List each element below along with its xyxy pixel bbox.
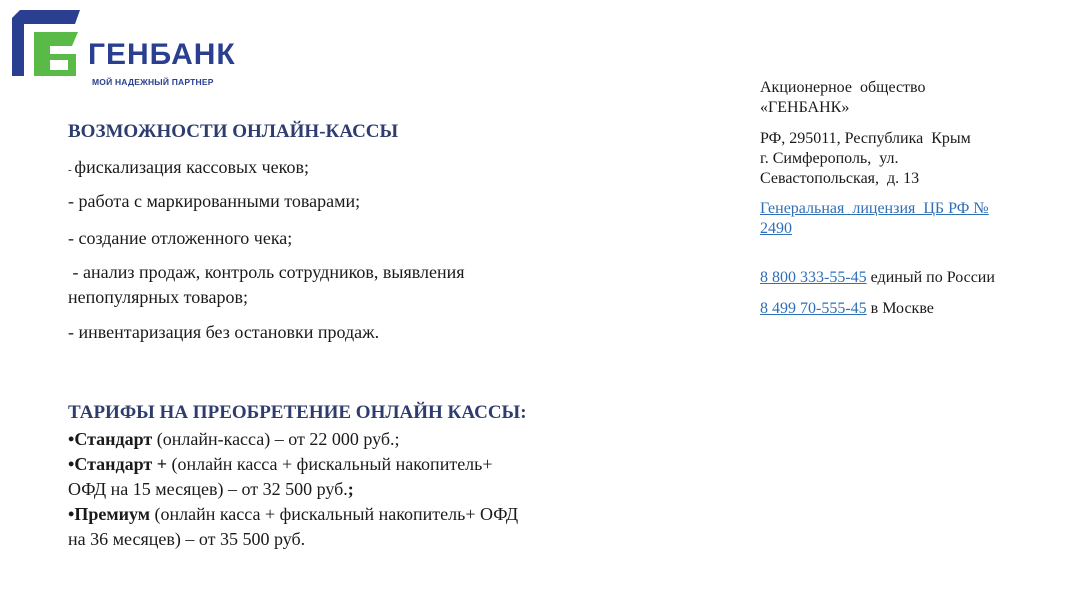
tariff-name: Премиум (74, 504, 150, 524)
feature-text: фискализация кассовых чеков; (74, 157, 309, 177)
phone-moscow-link[interactable]: 8 499 70-555-45 (760, 300, 867, 317)
feature-item: - инвентаризация без остановки продаж. (68, 322, 380, 342)
company-address-line1: РФ, 295011, Республика Крым (760, 130, 971, 147)
license-link-continued[interactable]: 2490 (760, 220, 792, 237)
feature-item-continued: непопулярных товаров; (68, 287, 248, 307)
tariff-desc: (онлайн касса + фискальный накопитель+ (166, 454, 493, 474)
tariff-end: ; (347, 479, 354, 499)
phone-russia-note: единый по России (866, 269, 995, 286)
tariff-desc: (онлайн касса + фискальный накопитель+ ОФД (149, 504, 519, 524)
company-name-line2: «ГЕНБАНК» (760, 99, 850, 116)
tariffs-heading: ТАРИФЫ НА ПРЕОБРЕТЕНИЕ ОНЛАЙН КАССЫ: (68, 402, 527, 423)
features-heading: ВОЗМОЖНОСТИ ОНЛАЙН-КАССЫ (68, 121, 399, 142)
bullet: • (68, 429, 75, 449)
feature-item: - создание отложенного чека; (68, 228, 293, 248)
phone-russia-link[interactable]: 8 800 333-55-45 (760, 269, 867, 286)
bullet: • (68, 454, 75, 474)
feature-item (68, 155, 309, 183)
tariff-item-continued (68, 477, 518, 502)
genbank-logo (12, 10, 274, 87)
phone-russia (760, 268, 995, 288)
tariff-desc: ОФД на 15 месяцев) – от 32 500 руб. (68, 479, 348, 499)
company-address-line2: г. Симферополь, ул. (760, 150, 899, 167)
tariffs-list (68, 427, 518, 552)
tariff-name: Стандарт + (74, 454, 167, 474)
tariff-item (68, 452, 518, 477)
logo-tagline: МОЙ НАДЕЖНЫЙ ПАРТНЕР (92, 77, 214, 87)
logo-mark-icon (12, 10, 88, 82)
tariff-item (68, 502, 518, 527)
license-link[interactable]: Генеральная лицензия ЦБ РФ № (760, 200, 989, 217)
phone-moscow (760, 299, 934, 319)
bullet: • (68, 504, 75, 524)
company-address-line3: Севастопольская, д. 13 (760, 170, 920, 187)
phone-moscow-note: в Москве (866, 300, 934, 317)
tariff-name: Стандарт (74, 429, 153, 449)
feature-item: - работа с маркированными товарами; (68, 191, 361, 211)
tariff-item-continued: на 36 месяцев) – от 35 500 руб. (68, 529, 306, 549)
tariff-item (68, 427, 518, 452)
tariff-desc: (онлайн-касса) – от 22 000 руб.; (152, 429, 400, 449)
logo-wordmark: ГЕНБАНК (88, 38, 236, 71)
feature-dash: - (68, 164, 75, 176)
company-name-line1: Акционерное общество (760, 79, 926, 96)
feature-item: - анализ продаж, контроль сотрудников, выявления (68, 262, 465, 282)
